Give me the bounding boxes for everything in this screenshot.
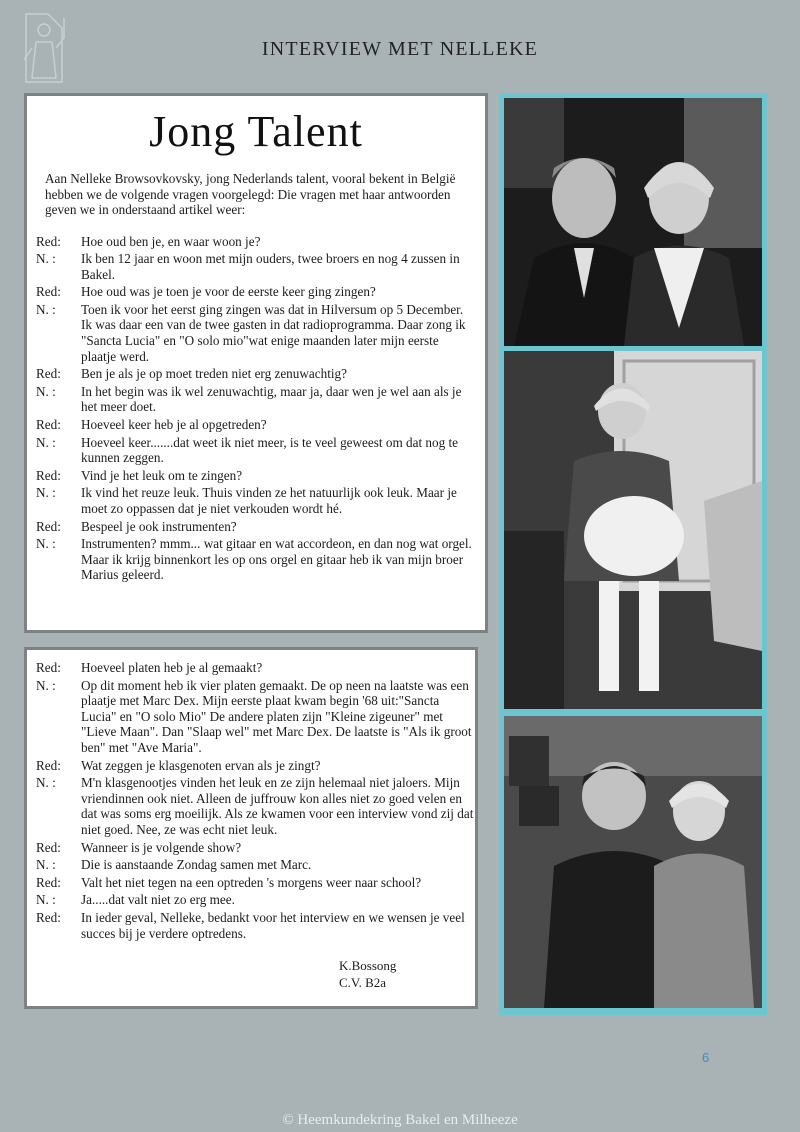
qa-row: [36, 857, 476, 873]
qa-text: Valt het niet tegen na een optreden 's morgens weer naar school?: [81, 874, 422, 890]
qa-text: Ik vind het reuze leuk. Thuis vinden ze het natuurlijk ook leuk. Maar je moet zo oppassen dat je niet verkouden wordt hé.: [81, 485, 457, 516]
qa-text: Ben je als je op moet treden niet erg zenuwachtig?: [81, 366, 347, 382]
qa-row: [36, 384, 476, 415]
qa-text: Vind je het leuk om te zingen?: [81, 467, 243, 483]
signature-class: C.V. B2a: [339, 975, 387, 990]
qa-row: [36, 435, 476, 466]
qa-row: [36, 840, 476, 856]
qa-row: [36, 485, 476, 516]
qa-speaker: N. :: [36, 536, 56, 552]
qa-speaker: Red:: [36, 284, 61, 300]
qa-speaker: N. :: [36, 892, 56, 908]
qa-row: [36, 251, 476, 282]
page-number: 6: [702, 1050, 710, 1065]
photo-nelleke-with-man: [504, 98, 762, 346]
qa-speaker: Red:: [36, 417, 61, 433]
qa-row: [36, 234, 476, 250]
qa-row: [36, 875, 476, 891]
qa-text: Instrumenten? mmm... wat gitaar en wat accordeon, en dan nog wat orgel. Maar ik krijg binnenkort les op ons orgel en gitaar heb ik van mijn broer Marius geleerd.: [81, 536, 472, 583]
qa-text: Wanneer is je volgende show?: [81, 839, 242, 855]
article-title: Jong Talent: [149, 107, 363, 156]
qa-row: [36, 519, 476, 535]
photo-column: [499, 93, 767, 1015]
qa-row: [36, 417, 476, 433]
qa-speaker: Red:: [36, 874, 61, 890]
qa-speaker: Red:: [36, 518, 61, 534]
qa-text: Ik ben 12 jaar en woon met mijn ouders, twee broers en nog 4 zussen in Bakel.: [81, 251, 460, 282]
qa-speaker: Red:: [36, 233, 61, 249]
qa-text: M'n klasgenootjes vinden het leuk en ze zijn helemaal niet jaloers. Mijn vriendinnen ook niet. Alleen de juffrouw kon alles niet zo goed velen en dat was soms erg moeilijk. Als ze kwamen voor een interview vond zij dat niet goed. Nee, ze was echt niet leuk.: [81, 775, 474, 837]
signature-name: K.Bossong: [339, 958, 397, 973]
qa-row: [36, 366, 476, 382]
qa-row: [36, 302, 476, 364]
qa-text: Hoeveel keer heb je al opgetreden?: [81, 417, 267, 433]
article-box-top: [24, 93, 488, 633]
qa-row: [36, 758, 476, 774]
qa-text: Hoeveel keer.......dat weet ik niet meer, is te veel geweest om dat nog te kunnen zeggen.: [81, 434, 459, 466]
qa-speaker: N. :: [36, 775, 56, 791]
qa-text: Hoe oud was je toen je voor de eerste keer ging zingen?: [81, 284, 376, 300]
qa-speaker: Red:: [36, 366, 61, 382]
qa-text: In ieder geval, Nelleke, bedankt voor het interview en we wensen je veel succes bij je verdere optredens.: [81, 909, 465, 941]
qa-speaker: Red:: [36, 660, 61, 675]
qa-text: Bespeel je ook instrumenten?: [81, 518, 237, 534]
qa-text: Hoeveel platen heb je al gemaakt?: [81, 660, 263, 675]
photo-nelleke-at-party: [504, 716, 762, 1008]
qa-speaker: N. :: [36, 251, 56, 267]
qa-text: Wat zeggen je klasgenoten ervan als je zingt?: [81, 757, 321, 773]
interview-list-2: [36, 660, 476, 941]
qa-speaker: Red:: [36, 757, 61, 773]
qa-speaker: N. :: [36, 383, 56, 399]
qa-speaker: N. :: [36, 485, 56, 501]
photo-nelleke-with-toy: [504, 351, 762, 709]
qa-row: [36, 284, 476, 300]
qa-speaker: Red:: [36, 839, 61, 855]
qa-text: Hoe oud ben je, en waar woon je?: [81, 233, 261, 249]
page-header: INTERVIEW MET NELLEKE: [261, 38, 539, 60]
qa-speaker: N. :: [36, 677, 56, 693]
qa-row: [36, 775, 476, 837]
qa-speaker: Red:: [36, 467, 61, 483]
qa-text: In het begin was ik wel zenuwachtig, maar ja, daar wen je wel aan als je het meer doet.: [81, 383, 462, 415]
qa-text: Op dit moment heb ik vier platen gemaakt. De op neen na laatste was een plaatje met Marc Dex. Mijn eerste plaat kwam begin '68 uit:"Sancta Lucia" en "O solo Mio" De andere platen zijn "Kleine zigeuner" met "Lieve Maan". Dan "Slaap wel" met Marc Dex. De laatste is "Als ik groot ben" met "Ave Maria".: [81, 677, 472, 755]
qa-speaker: Red:: [36, 909, 61, 925]
qa-row: [36, 910, 476, 941]
qa-speaker: N. :: [36, 857, 56, 873]
qa-row: [36, 536, 476, 583]
article-intro: Aan Nelleke Browsovkovsky, jong Nederlands talent, vooral bekent in België hebben we de volgende vragen voorgelegd: Die vragen met haar antwoorden geven we in onderstaand artikel weer:: [45, 171, 456, 217]
article-box-bottom: [24, 647, 478, 1009]
copyright-footer: © Heemkundekring Bakel en Milheeze: [282, 1112, 518, 1128]
qa-row: [36, 892, 476, 908]
qa-row: [36, 678, 476, 756]
qa-speaker: N. :: [36, 301, 56, 317]
qa-row: [36, 468, 476, 484]
interview-list-1: [36, 234, 476, 583]
qa-row: [36, 660, 476, 676]
qa-text: Ja.....dat valt niet zo erg mee.: [81, 892, 235, 908]
qa-speaker: N. :: [36, 434, 56, 450]
qa-text: Die is aanstaande Zondag samen met Marc.: [81, 857, 312, 873]
qa-text: Toen ik voor het eerst ging zingen was dat in Hilversum op 5 December. Ik was daar een van de twee gasten in dat radioprogramma. Daar zong ik "Sancta Lucia" en "O solo mio"wat enige maanden later mijn eerste plaatje werd.: [81, 301, 466, 364]
